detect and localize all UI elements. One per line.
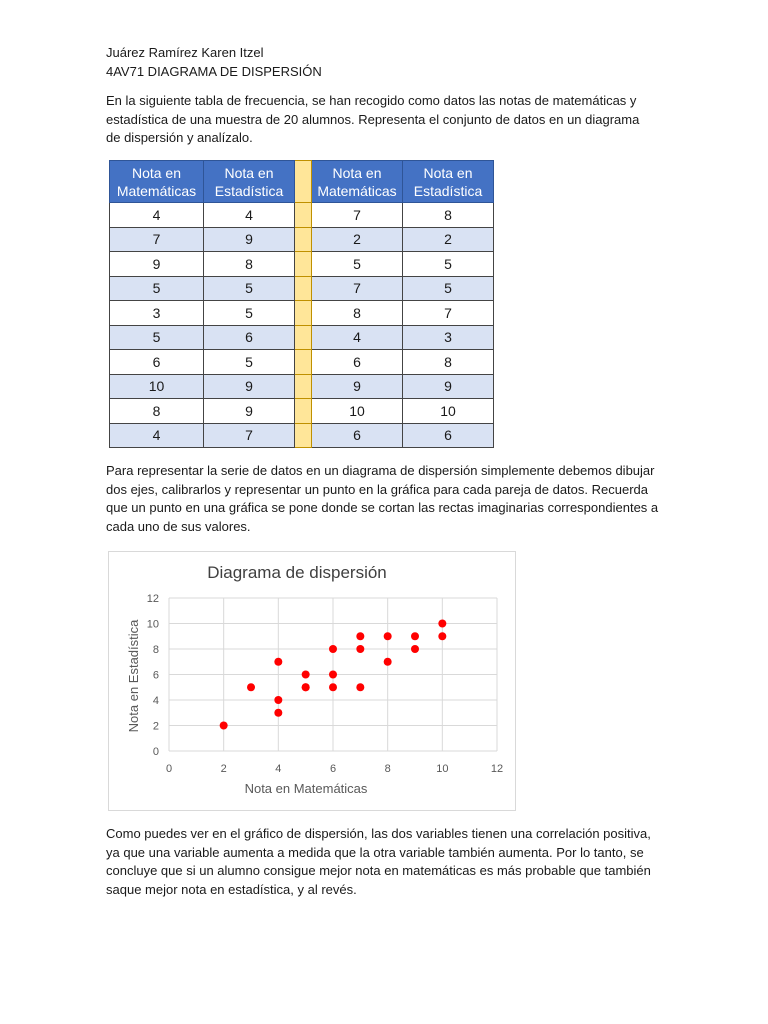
table-cell: 9 — [403, 374, 494, 399]
table-cell: 6 — [110, 350, 204, 375]
header-math-1: Nota en Matemáticas — [110, 161, 204, 203]
table-cell: 9 — [204, 374, 295, 399]
x-tick-label: 12 — [490, 763, 504, 775]
table-cell: 8 — [403, 203, 494, 228]
table-separator — [295, 252, 312, 277]
table-row — [110, 227, 494, 252]
data-point — [329, 645, 337, 653]
y-tick-label: 2 — [152, 720, 159, 733]
table-row — [110, 423, 494, 448]
table-row — [110, 399, 494, 424]
table-cell: 2 — [312, 227, 403, 252]
data-point — [302, 671, 310, 679]
intro-paragraph: En la siguiente tabla de frecuencia, se han recogido como datos las notas de matemáticas y estadística de una muestra de 20 alumnos. Representa el conjunto de datos en un diagrama de dispersión y analízalo. — [106, 93, 640, 145]
table-cell: 10 — [403, 399, 494, 424]
table-cell: 5 — [110, 325, 204, 350]
table-cell: 8 — [403, 350, 494, 375]
table-header-row — [110, 161, 494, 203]
table-separator — [295, 203, 312, 228]
data-point — [220, 722, 228, 730]
table-separator — [295, 276, 312, 301]
header-stats-1: Nota en Estadística — [204, 161, 295, 203]
data-point — [329, 671, 337, 679]
data-point — [247, 683, 255, 691]
table-cell: 7 — [110, 227, 204, 252]
y-axis-label: Nota en Estadística — [126, 619, 141, 733]
table-cell: 8 — [204, 252, 295, 277]
data-point — [438, 620, 446, 628]
data-point — [329, 683, 337, 691]
table-body — [110, 203, 494, 448]
table-cell: 5 — [204, 276, 295, 301]
table-cell: 7 — [312, 203, 403, 228]
table-cell: 7 — [312, 276, 403, 301]
table-separator — [295, 350, 312, 375]
data-point — [411, 645, 419, 653]
table-row — [110, 203, 494, 228]
table-cell: 5 — [204, 350, 295, 375]
table-cell: 9 — [204, 399, 295, 424]
table-cell: 5 — [110, 276, 204, 301]
table-cell: 4 — [110, 423, 204, 448]
table-cell: 4 — [110, 203, 204, 228]
table-cell: 2 — [403, 227, 494, 252]
table-cell: 3 — [403, 325, 494, 350]
table-row — [110, 374, 494, 399]
data-point — [274, 709, 282, 717]
table-cell: 9 — [110, 252, 204, 277]
data-point — [274, 696, 282, 704]
document-page — [106, 44, 666, 897]
header-math-2: Nota en Matemáticas — [312, 161, 403, 203]
table-cell: 8 — [312, 301, 403, 326]
table-separator — [295, 374, 312, 399]
conclusion-paragraph: Como puedes ver en el gráfico de dispersión, las dos variables tienen una correlación positiva, ya que una variable aumenta a medida que la otra variable también aumenta. Por lo tanto, se concluye que si un alumno consigue mejor nota en matemáticas es más probable que también saque mejor nota en estadística, y al revés. — [106, 826, 651, 897]
header-stats-2: Nota en Estadística — [403, 161, 494, 203]
data-point — [302, 683, 310, 691]
table-cell: 3 — [110, 301, 204, 326]
x-tick-label: 0 — [165, 763, 173, 775]
table-cell: 5 — [312, 252, 403, 277]
table-separator — [295, 399, 312, 424]
table-cell: 4 — [204, 203, 295, 228]
table-cell: 6 — [312, 350, 403, 375]
data-point — [384, 632, 392, 640]
table-row — [110, 350, 494, 375]
y-tick-label: 8 — [152, 644, 159, 656]
instructions-paragraph: Para representar la serie de datos en un diagrama de dispersión simplemente debemos dibujar dos ejes, calibrarlos y representar un punto en la gráfica para cada pareja de datos. Recuerda que un punto en una gráfica se pone donde se cortan las rectas imaginarias correspondientes a cada uno de sus valores. — [106, 463, 659, 534]
table-cell: 5 — [403, 276, 494, 301]
scatter-chart — [108, 551, 516, 811]
table-separator — [295, 227, 312, 252]
table-cell: 7 — [403, 301, 494, 326]
chart-title: Diagrama de dispersión — [207, 563, 387, 582]
table-cell: 8 — [110, 399, 204, 424]
x-tick-label: 8 — [384, 763, 391, 775]
table-cell: 10 — [312, 399, 403, 424]
table-separator — [295, 325, 312, 350]
table-separator — [295, 161, 312, 203]
y-tick-label: 12 — [146, 593, 159, 605]
table-row — [110, 252, 494, 277]
y-tick-label: 4 — [152, 695, 159, 707]
data-point — [356, 683, 364, 691]
table-cell: 9 — [204, 227, 295, 252]
table-cell: 7 — [204, 423, 295, 448]
table-separator — [295, 301, 312, 326]
data-point — [356, 645, 364, 653]
x-tick-label: 2 — [220, 763, 227, 775]
x-tick-label: 10 — [436, 763, 449, 775]
table-cell: 10 — [110, 374, 204, 399]
table-row — [110, 276, 494, 301]
frequency-table — [109, 160, 494, 448]
table-cell: 6 — [403, 423, 494, 448]
y-tick-label: 10 — [146, 618, 159, 631]
table-cell: 6 — [204, 325, 295, 350]
table-separator — [295, 423, 312, 448]
table-row — [110, 301, 494, 326]
data-point — [384, 658, 392, 666]
author-name: Juárez Ramírez Karen Itzel — [106, 45, 264, 60]
table-row — [110, 325, 494, 350]
data-point — [438, 632, 446, 640]
table-cell: 5 — [403, 252, 494, 277]
x-tick-label: 4 — [275, 763, 282, 775]
scatter-chart-svg — [109, 552, 515, 810]
data-point — [356, 632, 364, 640]
data-point — [274, 658, 282, 666]
y-tick-label: 0 — [152, 746, 159, 758]
data-point — [411, 632, 419, 640]
table-cell: 6 — [312, 423, 403, 448]
x-axis-label: Nota en Matemáticas — [244, 781, 368, 796]
table-cell: 5 — [204, 301, 295, 326]
table-cell: 9 — [312, 374, 403, 399]
table-cell: 4 — [312, 325, 403, 350]
document-title: 4AV71 DIAGRAMA DE DISPERSIÓN — [106, 63, 322, 79]
y-tick-label: 6 — [152, 669, 159, 682]
x-tick-label: 6 — [329, 763, 337, 775]
